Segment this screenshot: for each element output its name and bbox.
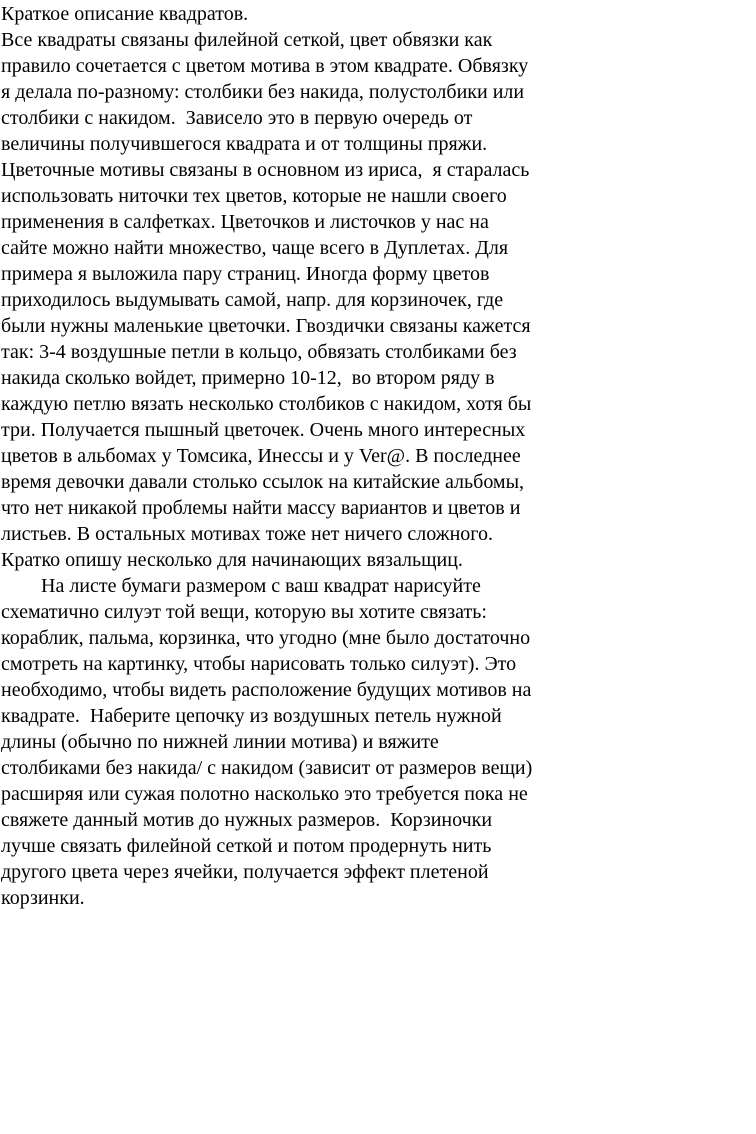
text-line: расширяя или сужая полотно насколько это требуется пока не (1, 783, 528, 805)
text-line: Все квадраты связаны филейной сеткой, цвет обвязки как (1, 29, 493, 51)
text-line: свяжете данный мотив до нужных размеров. Корзиночки (1, 809, 493, 831)
text-line: лучше связать филейной сеткой и потом продернуть нить (1, 835, 492, 857)
text-line: корзинки. (1, 887, 85, 909)
document-title: Краткое описание квадратов. (1, 3, 249, 25)
text-line: применения в салфетках. Цветочков и листочков у нас на (1, 211, 489, 233)
text-line: столбиками без накида/ с накидом (зависит от размеров вещи) (1, 757, 533, 779)
text-line: использовать ниточки тех цветов, которые не нашли своего (1, 185, 507, 207)
text-line: так: 3-4 воздушные петли в кольцо, обвязать столбиками без (1, 341, 517, 363)
text-line: каждую петлю вязать несколько столбиков с накидом, хотя бы (1, 393, 532, 415)
text-line: цветов в альбомах у Томсика, Инессы и у Ver@. В последнее (1, 445, 521, 467)
text-line: приходилось выдумывать самой, напр. для корзиночек, где (1, 289, 504, 311)
text-line: столбики с накидом. Зависело это в первую очередь от (1, 107, 473, 129)
text-line: смотреть на картинку, чтобы нарисовать только силуэт). Это (1, 653, 517, 675)
text-line: Кратко опишу несколько для начинающих вязальщиц. (1, 549, 463, 571)
text-line: листьев. В остальных мотивах тоже нет ничего сложного. (1, 523, 493, 545)
text-line: что нет никакой проблемы найти массу вариантов и цветов и (1, 497, 521, 519)
text-line: квадрате. Наберите цепочку из воздушных петель нужной (1, 705, 502, 727)
paragraph-start-line: На листе бумаги размером с ваш квадрат нарисуйте (41, 575, 481, 597)
text-line: три. Получается пышный цветочек. Очень много интересных (1, 419, 526, 441)
text-line: время девочки давали столько ссылок на китайские альбомы, (1, 471, 525, 493)
text-line: были нужны маленькие цветочки. Гвоздички связаны кажется (1, 315, 531, 337)
text-line: другого цвета через ячейки, получается эффект плетеной (1, 861, 489, 883)
text-line: необходимо, чтобы видеть расположение будущих мотивов на (1, 679, 532, 701)
text-line: я делала по-разному: столбики без накида, полустолбики или (1, 81, 525, 103)
text-line: длины (обычно по нижней линии мотива) и вяжите (1, 731, 439, 753)
text-line: Цветочные мотивы связаны в основном из ириса, я старалась (1, 159, 530, 181)
text-line: величины получившегося квадрата и от толщины пряжи. (1, 133, 488, 155)
text-line: накида сколько войдет, примерно 10-12, во втором ряду в (1, 367, 495, 389)
text-line: правило сочетается с цветом мотива в этом квадрате. Обвязку (1, 55, 529, 77)
text-line: примера я выложила пару страниц. Иногда форму цветов (1, 263, 490, 285)
document-body (1, 1, 741, 911)
text-line: схематично силуэт той вещи, которую вы хотите связать: (1, 601, 487, 623)
text-line: сайте можно найти множество, чаще всего в Дуплетах. Для (1, 237, 509, 259)
text-line: кораблик, пальма, корзинка, что угодно (мне было достаточно (1, 627, 531, 649)
